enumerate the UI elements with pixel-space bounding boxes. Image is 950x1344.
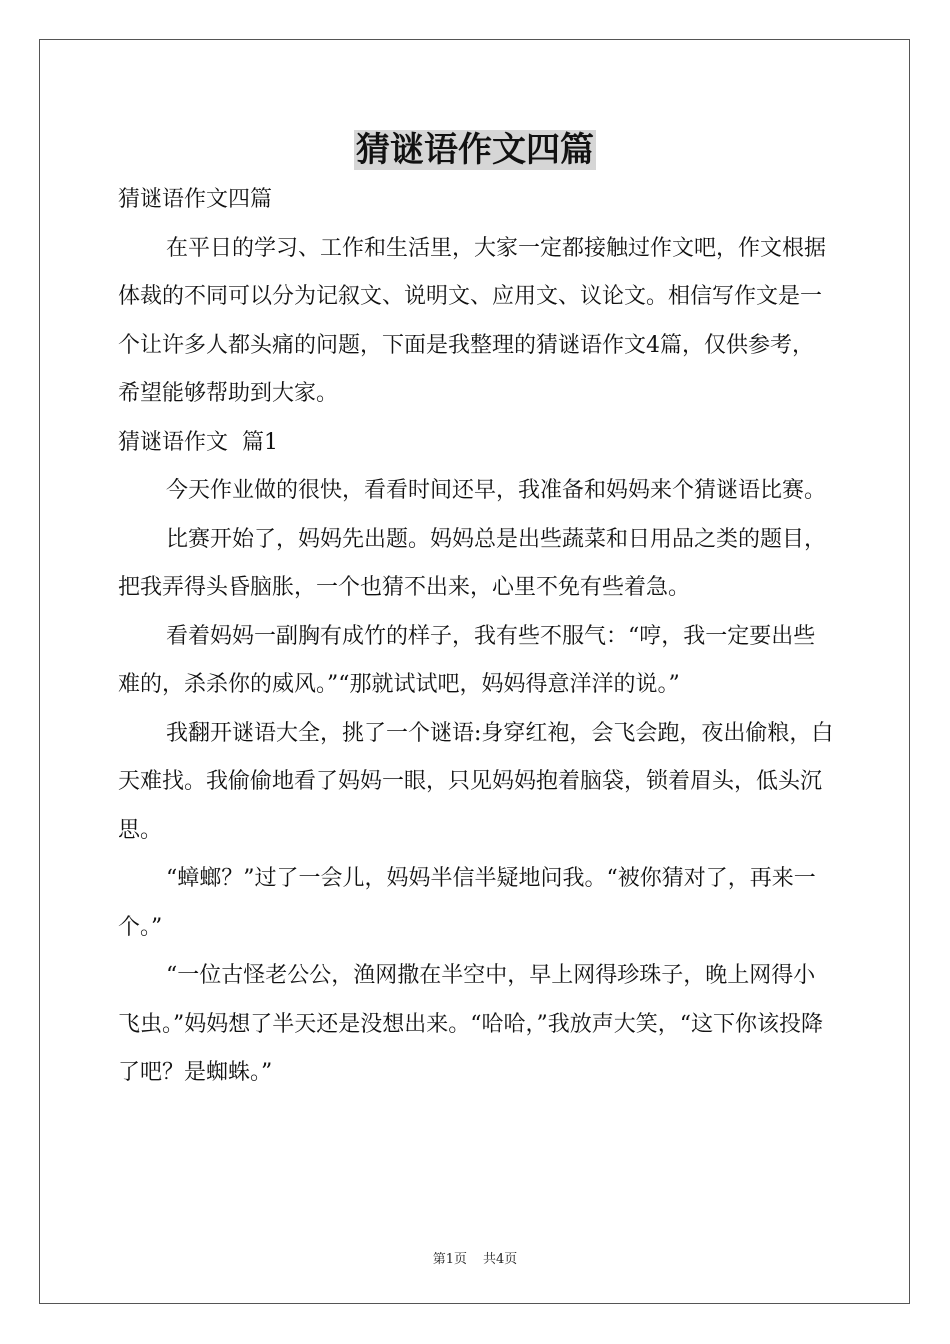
document-title <box>0 126 950 174</box>
body-paragraph-5: “蟑螂？”过了一会儿，妈妈半信半疑地问我。“被你猜对了，再来一个。” <box>118 866 816 940</box>
document-title-text: 猜谜语作文四篇 <box>356 130 594 170</box>
page-number: 第1页 <box>432 1252 467 1267</box>
page-footer <box>0 1248 950 1267</box>
document-subtitle: 猜谜语作文四篇 <box>118 187 273 212</box>
document-body <box>118 176 834 1098</box>
intro-paragraph: 在平日的学习、工作和生活里，大家一定都接触过作文吧，作文根据体裁的不同可以分为记叙文、说明文、应用文、议论文。相信写作文是一个让许多人都头痛的问题，下面是我整理的猜谜语作文4篇，仅供参考，希望能够帮助到大家。 <box>118 235 827 406</box>
body-paragraph-4: 我翻开谜语大全，挑了一个谜语:身穿红袍，会飞会跑，夜出偷粮，白天难找。我偷偷地看了妈妈一眼，只见妈妈抱着脑袋，锁着眉头，低头沉思。 <box>118 720 834 843</box>
body-paragraph-1: 今天作业做的很快，看看时间还早，我准备和妈妈来个猜谜语比赛。 <box>166 478 827 503</box>
section-heading: 猜谜语作文 篇1 <box>118 429 278 455</box>
page-total: 共4页 <box>483 1252 518 1267</box>
body-paragraph-3: 看着妈妈一副胸有成竹的样子，我有些不服气：“哼，我一定要出些难的，杀杀你的威风。”“那就试试吧，妈妈得意洋洋的说。” <box>118 623 816 697</box>
body-paragraph-2: 比赛开始了，妈妈先出题。妈妈总是出些蔬菜和日用品之类的题目，把我弄得头昏脑胀，一个也猜不出来，心里不免有些着急。 <box>118 526 827 600</box>
body-paragraph-6: “一位古怪老公公，渔网撒在半空中，早上网得珍珠子，晚上网得小飞虫。”妈妈想了半天还是没想出来。“哈哈，”我放声大笑，“这下你该投降了吧？是蜘蛛。” <box>118 963 823 1085</box>
